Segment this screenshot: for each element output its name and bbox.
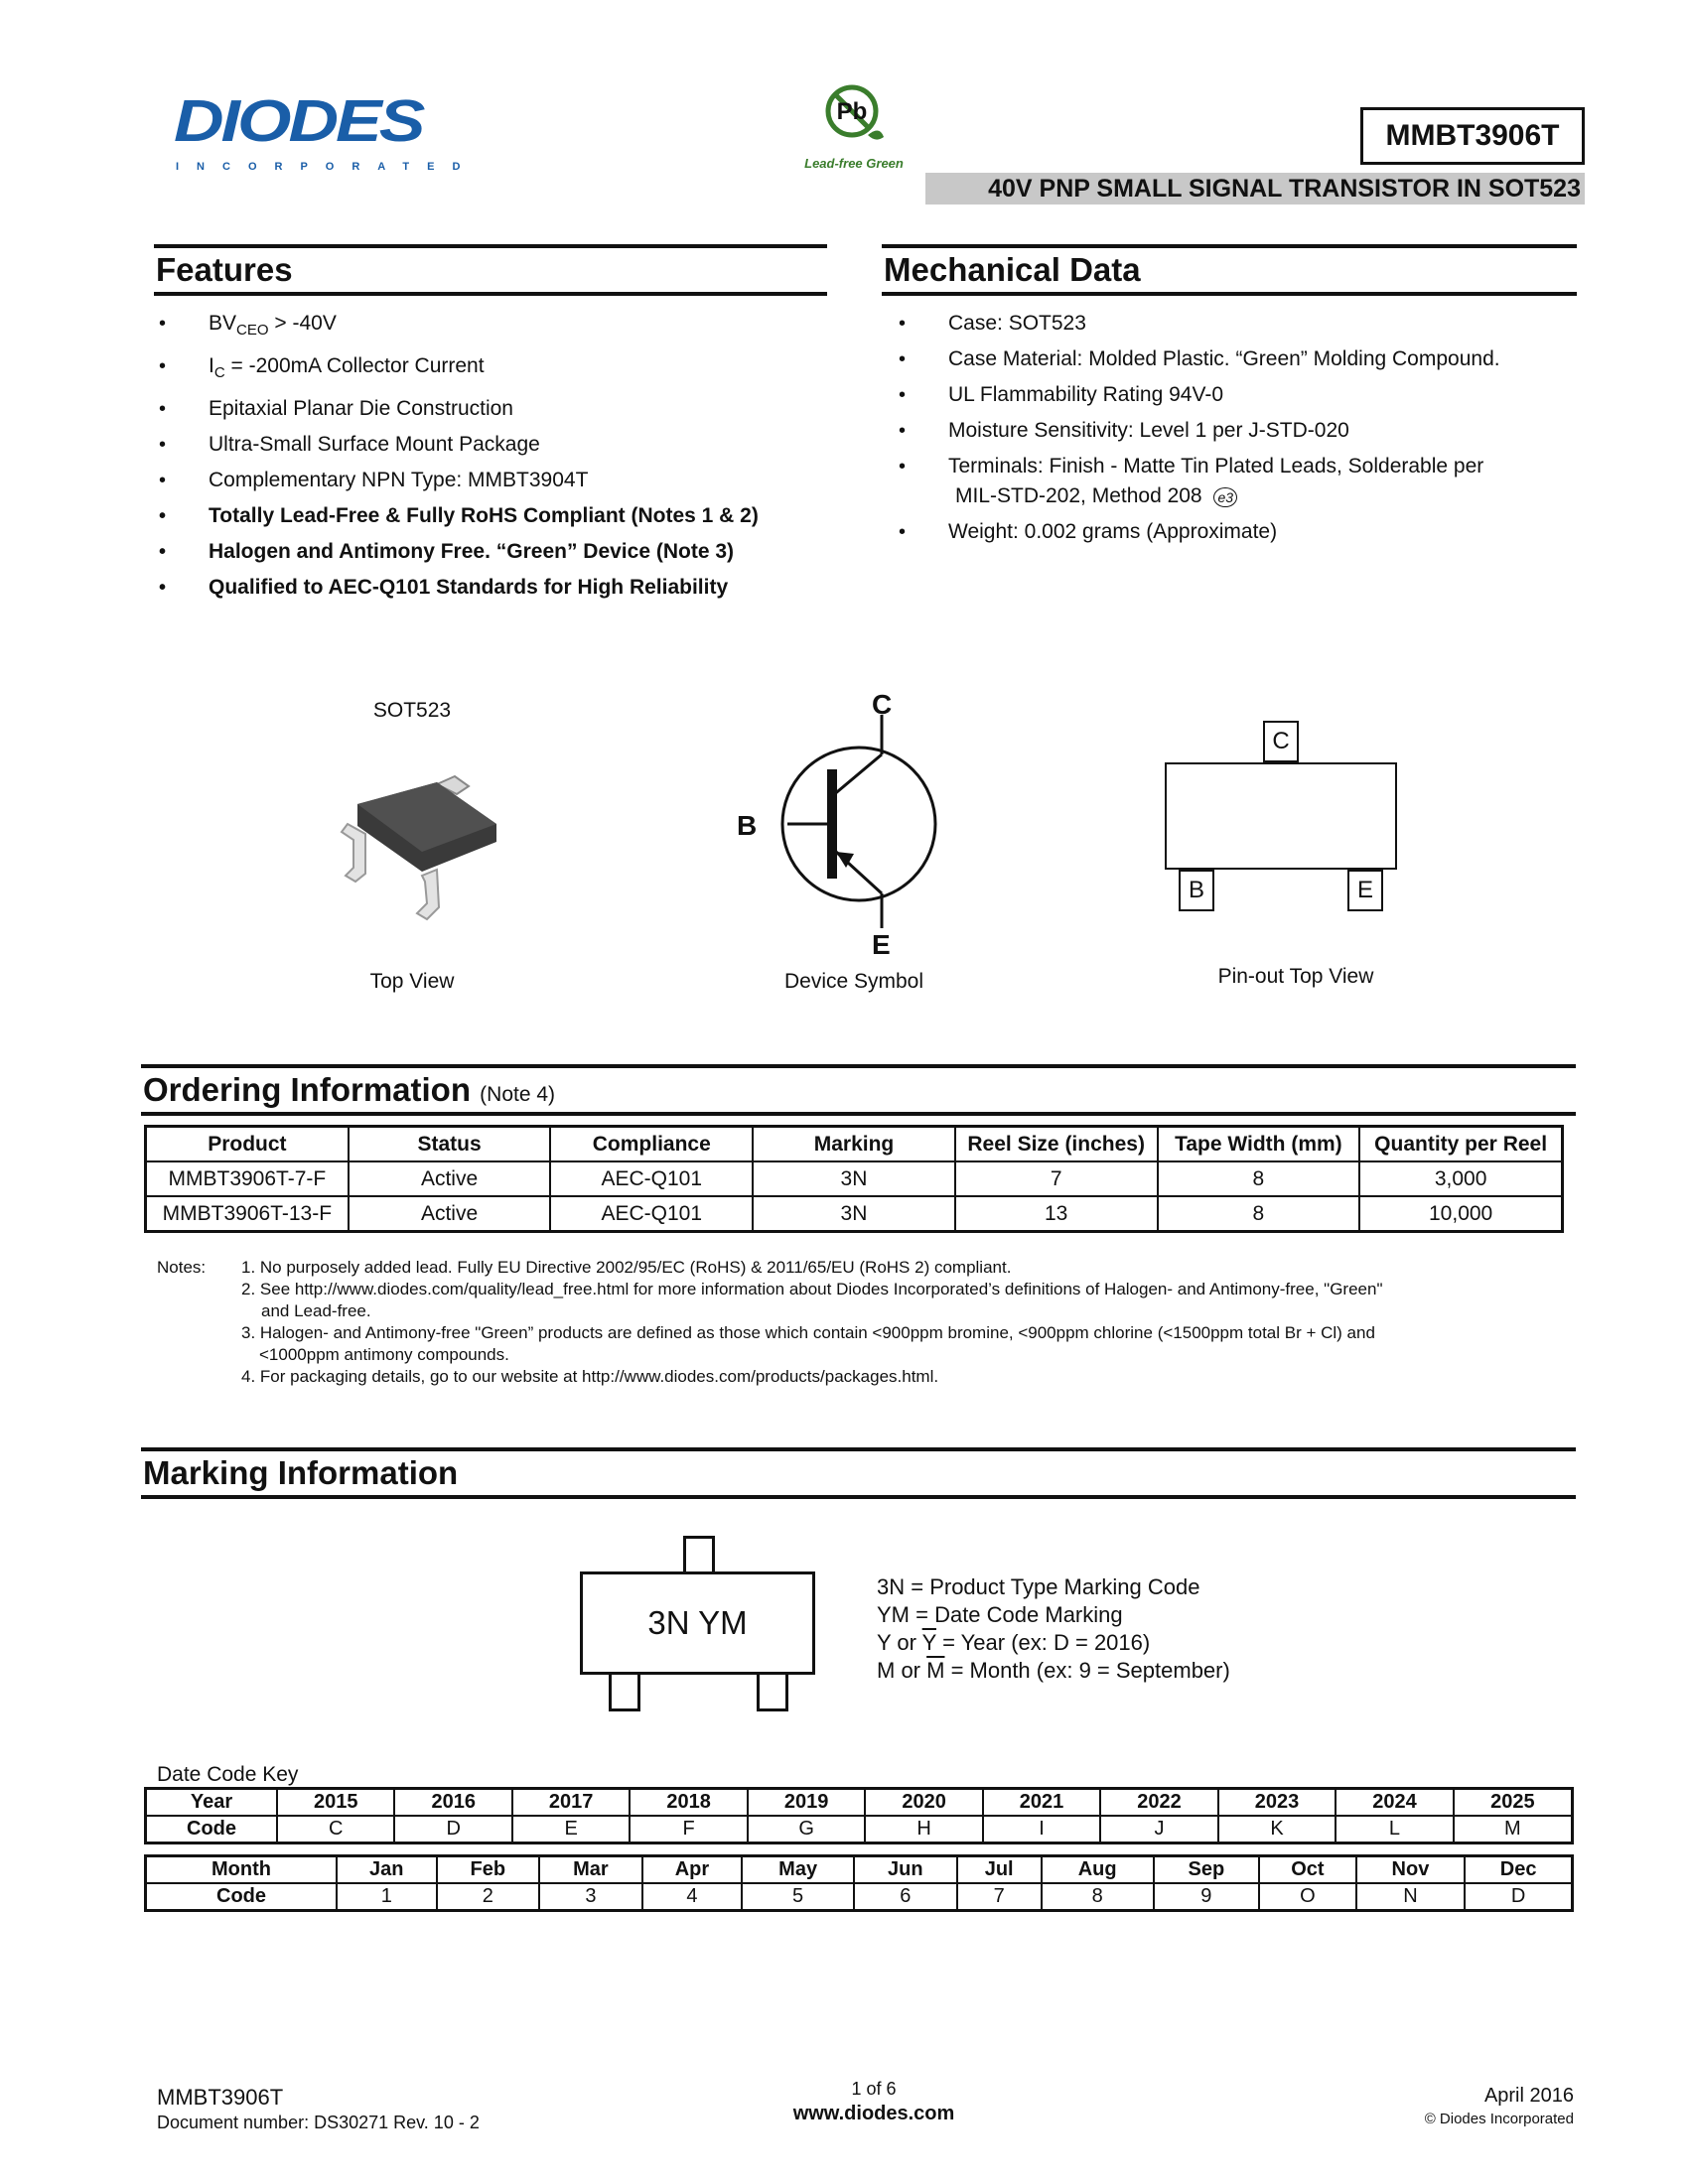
pin-e-label: E bbox=[872, 929, 891, 960]
marking-package-body: 3N YM bbox=[580, 1571, 815, 1675]
diodes-logo bbox=[174, 87, 479, 173]
marking-pin-top bbox=[683, 1536, 715, 1574]
feature-item: • Epitaxial Planar Die Construction bbox=[159, 397, 834, 421]
mechanical-item: • Case: SOT523 bbox=[899, 312, 1584, 336]
month-header: Month bbox=[146, 1856, 338, 1884]
year-code-cell: F bbox=[630, 1816, 747, 1843]
lead-free-icon bbox=[818, 77, 890, 149]
month-code-cell: D bbox=[1465, 1883, 1572, 1911]
table-cell: 13 bbox=[955, 1196, 1158, 1232]
pinout-pin-c: C bbox=[1263, 721, 1299, 762]
month-cell: Nov bbox=[1356, 1856, 1466, 1884]
legend-item: 3N = Product Type Marking Code bbox=[877, 1574, 1200, 1599]
month-cell: Oct bbox=[1259, 1856, 1355, 1884]
feature-ic: • $I_C = -200mA$ Collector Current bbox=[159, 354, 834, 385]
year-code-cell: C bbox=[277, 1816, 394, 1843]
mechanical-heading: Mechanical Data bbox=[882, 244, 1577, 296]
year-cell: 2019 bbox=[748, 1789, 865, 1817]
note-item-continued: <1000ppm antimony compounds. bbox=[259, 1345, 509, 1364]
table-cell: 8 bbox=[1158, 1161, 1360, 1196]
lead-free-badge bbox=[794, 77, 914, 171]
code-header: Code bbox=[146, 1816, 278, 1843]
month-code-cell: 6 bbox=[854, 1883, 957, 1911]
sot523-package-image bbox=[328, 764, 506, 933]
pinout-pin-b: B bbox=[1179, 870, 1214, 911]
year-cell: 2017 bbox=[512, 1789, 630, 1817]
ordering-table bbox=[144, 1125, 1564, 1233]
year-code-cell: J bbox=[1100, 1816, 1217, 1843]
year-code-cell: H bbox=[865, 1816, 982, 1843]
mechanical-item-continued: MIL-STD-202, Method 208 e3 bbox=[899, 484, 1584, 508]
year-code-table bbox=[144, 1787, 1574, 1844]
pinout-body bbox=[1165, 762, 1397, 870]
table-cell: 3,000 bbox=[1359, 1161, 1562, 1196]
note-item: 2. See http://www.diodes.com/quality/lead_free.html for more information about Diodes Incorporated’s definitions of Halogen- and Antimony-free, "Green" bbox=[241, 1280, 1383, 1298]
year-cell: 2025 bbox=[1454, 1789, 1573, 1817]
date-code-title: Date Code Key bbox=[157, 1763, 299, 1786]
feature-item: • Complementary NPN Type: MMBT3904T bbox=[159, 469, 834, 492]
year-code-cell: L bbox=[1336, 1816, 1453, 1843]
marking-pin-left bbox=[609, 1672, 640, 1711]
year-code-cell: I bbox=[983, 1816, 1100, 1843]
svg-text:Pb: Pb bbox=[836, 98, 868, 125]
feature-item: • Halogen and Antimony Free. “Green” Device (Note 3) bbox=[159, 540, 834, 564]
page-subtitle: 40V PNP SMALL SIGNAL TRANSISTOR IN SOT523 bbox=[925, 173, 1585, 205]
footer-doc-number: Document number: DS30271 Rev. 10 - 2 bbox=[157, 2113, 480, 2132]
column-header: Reel Size (inches) bbox=[955, 1127, 1158, 1162]
ordering-note: (Note 4) bbox=[480, 1083, 556, 1106]
ordering-heading bbox=[141, 1064, 1576, 1116]
pin-c-label: C bbox=[872, 689, 893, 720]
feature-item: • Ultra-Small Surface Mount Package bbox=[159, 433, 834, 457]
month-row bbox=[146, 1856, 1573, 1884]
table-cell: MMBT3906T-7-F bbox=[146, 1161, 349, 1196]
month-cell: Jul bbox=[957, 1856, 1042, 1884]
year-cell: 2024 bbox=[1336, 1789, 1453, 1817]
month-code-cell: 9 bbox=[1154, 1883, 1260, 1911]
logo-subtitle: INCORPORATED bbox=[176, 161, 479, 173]
year-cell: 2018 bbox=[630, 1789, 747, 1817]
mechanical-item: • Moisture Sensitivity: Level 1 per J-STD-020 bbox=[899, 419, 1584, 443]
month-code-cell: 1 bbox=[337, 1883, 437, 1911]
device-symbol-diagram bbox=[725, 685, 963, 963]
footer-page: 1 of 6 bbox=[851, 2079, 897, 2099]
year-code-row bbox=[146, 1816, 1573, 1843]
table-cell: Active bbox=[349, 1196, 551, 1232]
month-cell: May bbox=[742, 1856, 854, 1884]
year-code-cell: K bbox=[1218, 1816, 1336, 1843]
footer-website: www.diodes.com bbox=[792, 2103, 955, 2124]
pin-b-label: B bbox=[737, 810, 758, 841]
top-view-label: Top View bbox=[369, 970, 455, 993]
device-symbol-label: Device Symbol bbox=[783, 970, 924, 993]
note-item: 4. For packaging details, go to our website at http://www.diodes.com/products/packages.html. bbox=[241, 1367, 939, 1386]
column-header: Product bbox=[146, 1127, 349, 1162]
month-code-cell: 4 bbox=[642, 1883, 743, 1911]
table-cell: 3N bbox=[753, 1161, 955, 1196]
year-cell: 2020 bbox=[865, 1789, 982, 1817]
month-code-cell: 3 bbox=[539, 1883, 642, 1911]
pinout-view-label: Pin-out Top View bbox=[1217, 965, 1374, 988]
column-header: Quantity per Reel bbox=[1359, 1127, 1562, 1162]
footer-part: MMBT3906T bbox=[157, 2085, 284, 2110]
month-code-cell: 5 bbox=[742, 1883, 854, 1911]
mechanical-item: • UL Flammability Rating 94V-0 bbox=[899, 383, 1584, 407]
month-code-cell: 8 bbox=[1042, 1883, 1154, 1911]
pinout-pin-e: E bbox=[1347, 870, 1383, 911]
note-item: 3. Halogen- and Antimony-free "Green” products are defined as those which contain <900ppm bromine, <900ppm chlorine (<1500ppm total Br + Cl) and bbox=[241, 1323, 1375, 1342]
month-cell: Mar bbox=[539, 1856, 642, 1884]
year-header: Year bbox=[146, 1789, 278, 1817]
note-item: 1. No purposely added lead. Fully EU Directive 2002/95/EC (RoHS) & 2011/65/EU (RoHS 2) compliant. bbox=[241, 1258, 1012, 1277]
marking-legend bbox=[877, 1573, 1373, 1685]
table-cell: 3N bbox=[753, 1196, 955, 1232]
table-cell: 7 bbox=[955, 1161, 1158, 1196]
feature-item: • Totally Lead-Free & Fully RoHS Compliant (Notes 1 & 2) bbox=[159, 504, 834, 528]
month-code-cell: N bbox=[1356, 1883, 1466, 1911]
marking-heading: Marking Information bbox=[141, 1447, 1576, 1499]
table-row bbox=[146, 1161, 1563, 1196]
marking-pin-right bbox=[757, 1672, 788, 1711]
note-item-continued: and Lead-free. bbox=[261, 1301, 371, 1320]
month-cell: Apr bbox=[642, 1856, 743, 1884]
month-cell: Jan bbox=[337, 1856, 437, 1884]
month-cell: Jun bbox=[854, 1856, 957, 1884]
year-code-cell: G bbox=[748, 1816, 865, 1843]
table-cell: MMBT3906T-13-F bbox=[146, 1196, 349, 1232]
table-cell: Active bbox=[349, 1161, 551, 1196]
year-code-cell: E bbox=[512, 1816, 630, 1843]
feature-item: • Qualified to AEC-Q101 Standards for High Reliability bbox=[159, 576, 834, 600]
footer-date: April 2016 bbox=[1483, 2085, 1574, 2107]
table-cell: 10,000 bbox=[1359, 1196, 1562, 1232]
table-row bbox=[146, 1196, 1563, 1232]
month-cell: Dec bbox=[1465, 1856, 1572, 1884]
month-code-row bbox=[146, 1883, 1573, 1911]
year-cell: 2021 bbox=[983, 1789, 1100, 1817]
notes-list bbox=[241, 1257, 1572, 1388]
mechanical-item: • Terminals: Finish - Matte Tin Plated Leads, Solderable per bbox=[899, 455, 1584, 478]
features-list bbox=[159, 312, 834, 612]
year-code-cell: D bbox=[394, 1816, 511, 1843]
mechanical-list bbox=[899, 312, 1584, 556]
month-code-cell: 2 bbox=[437, 1883, 540, 1911]
column-header: Compliance bbox=[550, 1127, 753, 1162]
lead-free-label: Lead-free Green bbox=[804, 156, 904, 171]
column-header: Marking bbox=[753, 1127, 955, 1162]
table-cell: AEC-Q101 bbox=[550, 1196, 753, 1232]
legend-item-month: M or $\overline{M}$ = Month (ex: 9 = September) bbox=[877, 1658, 1230, 1683]
month-cell: Sep bbox=[1154, 1856, 1260, 1884]
legend-item-year: Y or $\overline{Y}$ = Year (ex: D = 2016) bbox=[877, 1630, 1151, 1655]
mechanical-item: • Case Material: Molded Plastic. “Green” Molding Compound. bbox=[899, 347, 1584, 371]
year-code-cell: M bbox=[1454, 1816, 1573, 1843]
package-title: SOT523 bbox=[372, 699, 452, 722]
year-cell: 2016 bbox=[394, 1789, 511, 1817]
month-code-cell: 7 bbox=[957, 1883, 1042, 1911]
year-cell: 2015 bbox=[277, 1789, 394, 1817]
part-number-box: MMBT3906T bbox=[1360, 107, 1585, 165]
month-cell: Feb bbox=[437, 1856, 540, 1884]
footer-copyright: © Diodes Incorporated bbox=[1424, 2111, 1574, 2127]
month-cell: Aug bbox=[1042, 1856, 1154, 1884]
column-header: Tape Width (mm) bbox=[1158, 1127, 1360, 1162]
year-cell: 2022 bbox=[1100, 1789, 1217, 1817]
year-cell: 2023 bbox=[1218, 1789, 1336, 1817]
table-cell: 8 bbox=[1158, 1196, 1360, 1232]
mechanical-item: • Weight: 0.002 grams (Approximate) bbox=[899, 520, 1584, 544]
table-cell: AEC-Q101 bbox=[550, 1161, 753, 1196]
notes-label: Notes: bbox=[157, 1258, 207, 1277]
year-row bbox=[146, 1789, 1573, 1817]
ordering-title: Ordering Information bbox=[143, 1071, 471, 1108]
e3-icon: e3 bbox=[1213, 487, 1237, 507]
month-code-table bbox=[144, 1854, 1574, 1912]
code-header: Code bbox=[146, 1883, 338, 1911]
month-code-cell: O bbox=[1259, 1883, 1355, 1911]
legend-item: YM = Date Code Marking bbox=[877, 1602, 1123, 1627]
features-heading: Features bbox=[154, 244, 827, 296]
logo-wordmark: DIODES bbox=[174, 87, 423, 154]
ordering-header-row bbox=[146, 1127, 1563, 1162]
feature-bvceo: • $BV_{CEO} > -40V$ bbox=[159, 312, 834, 342]
column-header: Status bbox=[349, 1127, 551, 1162]
